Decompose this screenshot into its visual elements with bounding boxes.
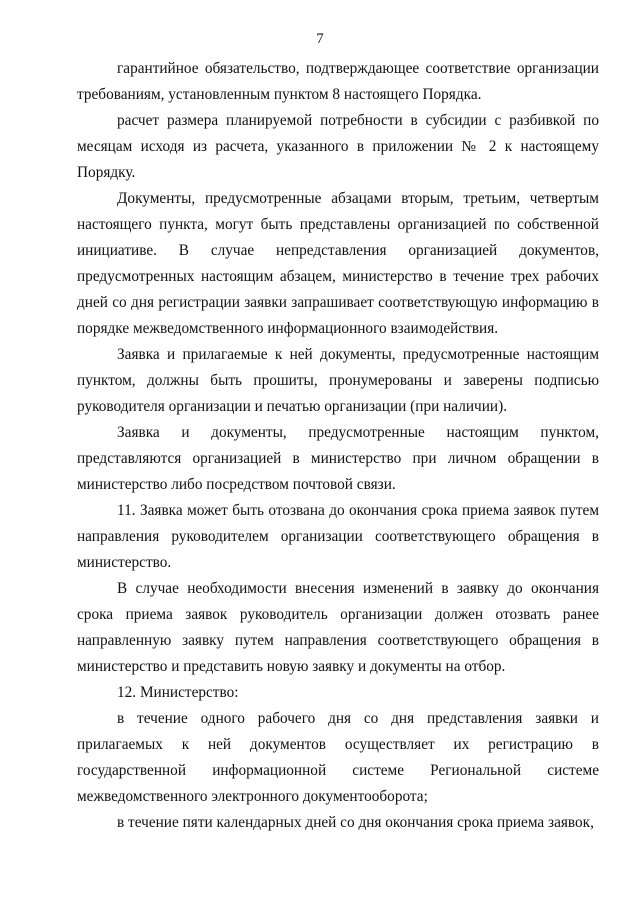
paragraph-12-ministry: 12. Министерство: [117, 684, 239, 701]
paragraph-documents-initiative: Документы, предусмотренные абзацами вторым, третьим, четвертым настоящего пункта, могут быть представлены организацией по собственной инициативе. В случае непредставления организацией документов, предусмотренных настоящим абзацем, министерство в течение трех рабочих дней со дня регистрации заявки запрашивает соответствующую информацию в порядке межведомственного информационного взаимодействия. [77, 190, 599, 337]
page-number: 7 [316, 31, 324, 47]
document-body [77, 56, 599, 836]
paragraph-subsidy-calculation: расчет размера планируемой потребности в субсидии с разбивкой по месяцам исходя из расчета, указанного в приложении № 2 к настоящему Порядку. [77, 112, 599, 181]
paragraph-five-days: в течение пяти календарных дней со дня окончания срока приема заявок, [117, 814, 594, 831]
paragraph-changes-to-application: В случае необходимости внесения изменений в заявку до окончания срока приема заявок руководитель организации должен отозвать ранее направленную заявку путем направления соответствующего обращения в министерство и представить новую заявку и документы на отбор. [77, 580, 599, 675]
paragraph-registration: в течение одного рабочего дня со дня представления заявки и прилагаемых к ней документов осуществляет их регистрацию в государственной информационной системе Региональной системе межведомственного электронного документооборота; [77, 710, 599, 805]
paragraph-guarantee-obligation: гарантийное обязательство, подтверждающее соответствие организации требованиям, установленным пунктом 8 настоящего Порядка. [77, 60, 599, 103]
paragraph-application-submission: Заявка и документы, предусмотренные настоящим пунктом, представляются организацией в министерство при личном обращении в министерство либо посредством почтовой связи. [77, 424, 599, 493]
paragraph-application-binding: Заявка и прилагаемые к ней документы, предусмотренные настоящим пунктом, должны быть прошиты, пронумерованы и заверены подписью руководителя организации и печатью организации (при наличии). [77, 346, 599, 415]
paragraph-11-withdrawal: 11. Заявка может быть отозвана до окончания срока приема заявок путем направления руководителем организации соответствующего обращения в министерство. [77, 502, 599, 571]
